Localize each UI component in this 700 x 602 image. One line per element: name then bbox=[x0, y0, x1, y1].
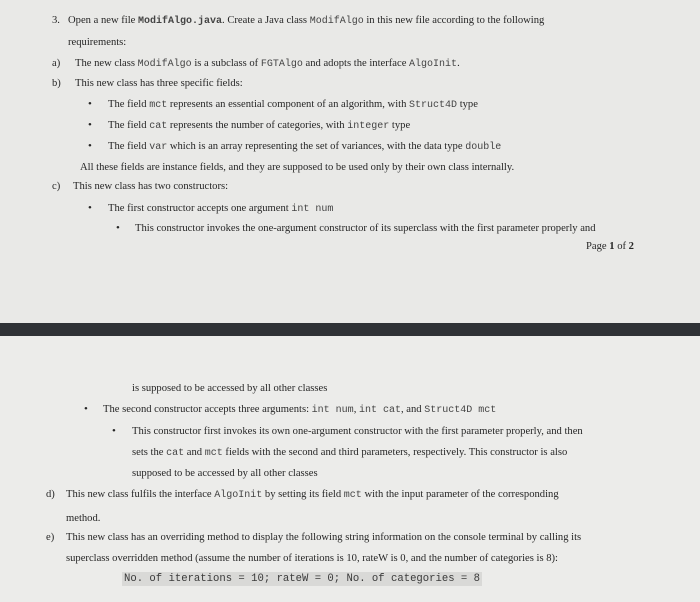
question-3-line-2: requirements: bbox=[68, 37, 127, 48]
question-3-line-1: Open a new file ModifAlgo.java. Create a Java class ModifAlgo in this new file according to the following bbox=[68, 15, 545, 27]
constructor-1-continued: is supposed to be accessed by all other classes bbox=[132, 383, 328, 394]
constructor-1-text: The first constructor accepts one argument int num bbox=[108, 203, 334, 215]
item-d-label: d) bbox=[46, 489, 55, 500]
constructor-2-sub-2: sets the cat and mct fields with the second and third parameters, respectively. This constructor is also bbox=[132, 447, 568, 459]
item-e-label: e) bbox=[46, 532, 55, 543]
question-number: 3. bbox=[52, 15, 60, 26]
item-a-text: The new class ModifAlgo is a subclass of FGTAlgo and adopts the interface AlgoInit. bbox=[75, 58, 460, 70]
item-c-text: This new class has two constructors: bbox=[73, 181, 229, 192]
constructor-1-sub: This constructor invokes the one-argument constructor of its superclass with the first parameter properly and bbox=[135, 223, 596, 234]
bullet-icon: • bbox=[116, 222, 120, 234]
constructor-2-sub-3: supposed to be accessed by all other classes bbox=[132, 468, 318, 479]
classname-code: ModifAlgo bbox=[309, 16, 364, 27]
bullet-icon: • bbox=[84, 403, 88, 415]
document-page-2 bbox=[0, 336, 700, 602]
item-c-label: c) bbox=[52, 181, 61, 192]
bullet-icon: • bbox=[88, 98, 92, 110]
item-d-text: This new class fulfils the interface AlgoInit by setting its field mct with the input parameter of the corresponding bbox=[66, 489, 559, 501]
item-b-label: b) bbox=[52, 78, 61, 89]
item-e-text-1: This new class has an overriding method to display the following string information on the console terminal by calling its bbox=[66, 532, 582, 543]
bullet-icon: • bbox=[112, 425, 116, 437]
bullet-icon: • bbox=[88, 119, 92, 131]
expected-output-code: No. of iterations = 10; rateW = 0; No. of categories = 8 bbox=[124, 573, 481, 585]
filename-code: ModifAlgo.java bbox=[138, 16, 223, 27]
item-e-text-2: superclass overridden method (assume the number of iterations is 10, rateW is 0, and the number of categories is 8): bbox=[66, 553, 558, 564]
bullet-icon: • bbox=[88, 202, 92, 214]
item-d-text-2: method. bbox=[66, 513, 101, 524]
item-b-text: This new class has three specific fields: bbox=[75, 78, 243, 89]
bullet-icon: • bbox=[88, 140, 92, 152]
field-mct-text: The field mct represents an essential component of an algorithm, with Struct4D type bbox=[108, 99, 478, 111]
page-footer: Page 1 of 2 bbox=[586, 241, 634, 252]
field-cat-text: The field cat represents the number of categories, with integer type bbox=[108, 120, 411, 132]
constructor-2-text: The second constructor accepts three arguments: int num, int cat, and Struct4D mct bbox=[103, 404, 497, 416]
fields-note: All these fields are instance fields, and they are supposed to be used only by their own class internally. bbox=[80, 162, 515, 173]
item-a-label: a) bbox=[52, 58, 61, 69]
constructor-2-sub-1: This constructor first invokes its own one-argument constructor with the first parameter properly, and then bbox=[132, 426, 583, 437]
field-var-text: The field var which is an array representing the set of variances, with the data type double bbox=[108, 141, 502, 153]
